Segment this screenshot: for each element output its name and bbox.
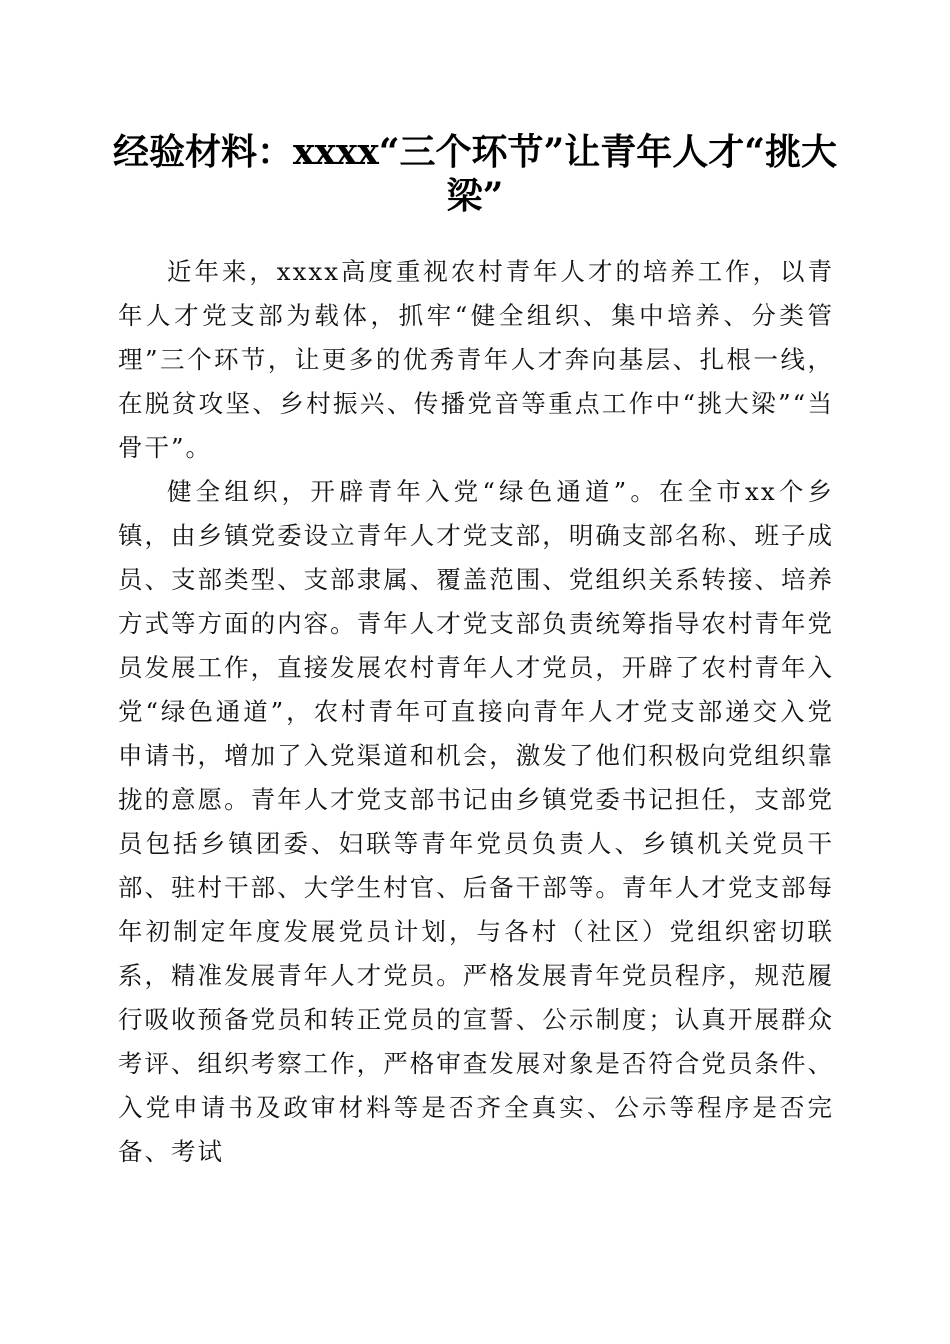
paragraph-organization: 健全组织，开辟青年入党“绿色通道”。在全市xx个乡镇，由乡镇党委设立青年人才党支部，明确支部名称、班子成员、支部类型、支部隶属、覆盖范围、党组织关系转接、培养方式等方面的内容。青年人才党支部负责统筹指导农村青年党员发展工作，直接发展农村青年人才党员，开辟了农村青年入党“绿色通道”，农村青年可直接向青年人才党支部递交入党申请书，增加了入党渠道和机会，激发了他们积极向党组织靠拢的意愿。青年人才党支部书记由乡镇党委书记担任，支部党员包括乡镇团委、妇联等青年党员负责人、乡镇机关党员干部、驻村干部、大学生村官、后备干部等。青年人才党支部每年初制定年度发展党员计划，与各村（社区）党组织密切联系，精准发展青年人才党员。严格发展青年党员程序，规范履行吸收预备党员和转正党员的宣誓、公示制度；认真开展群众考评、组织考察工作，严格审查发展对象是否符合党员条件、入党申请书及政审材料等是否齐全真实、公示等程序是否完备、考试 xyxy=(118,477,834,1166)
document-body xyxy=(118,250,834,1174)
document-title: 经验材料：xxxx“三个环节”让青年人才“挑大梁” xyxy=(113,131,837,217)
paragraph-intro: 近年来，xxxx高度重视农村青年人才的培养工作，以青年人才党支部为载体，抓牢“健全组织、集中培养、分类管理”三个环节，让更多的优秀青年人才奔向基层、扎根一线，在脱贫攻坚、乡村振兴、传播党音等重点工作中“挑大梁”“当骨干”。 xyxy=(118,257,834,462)
